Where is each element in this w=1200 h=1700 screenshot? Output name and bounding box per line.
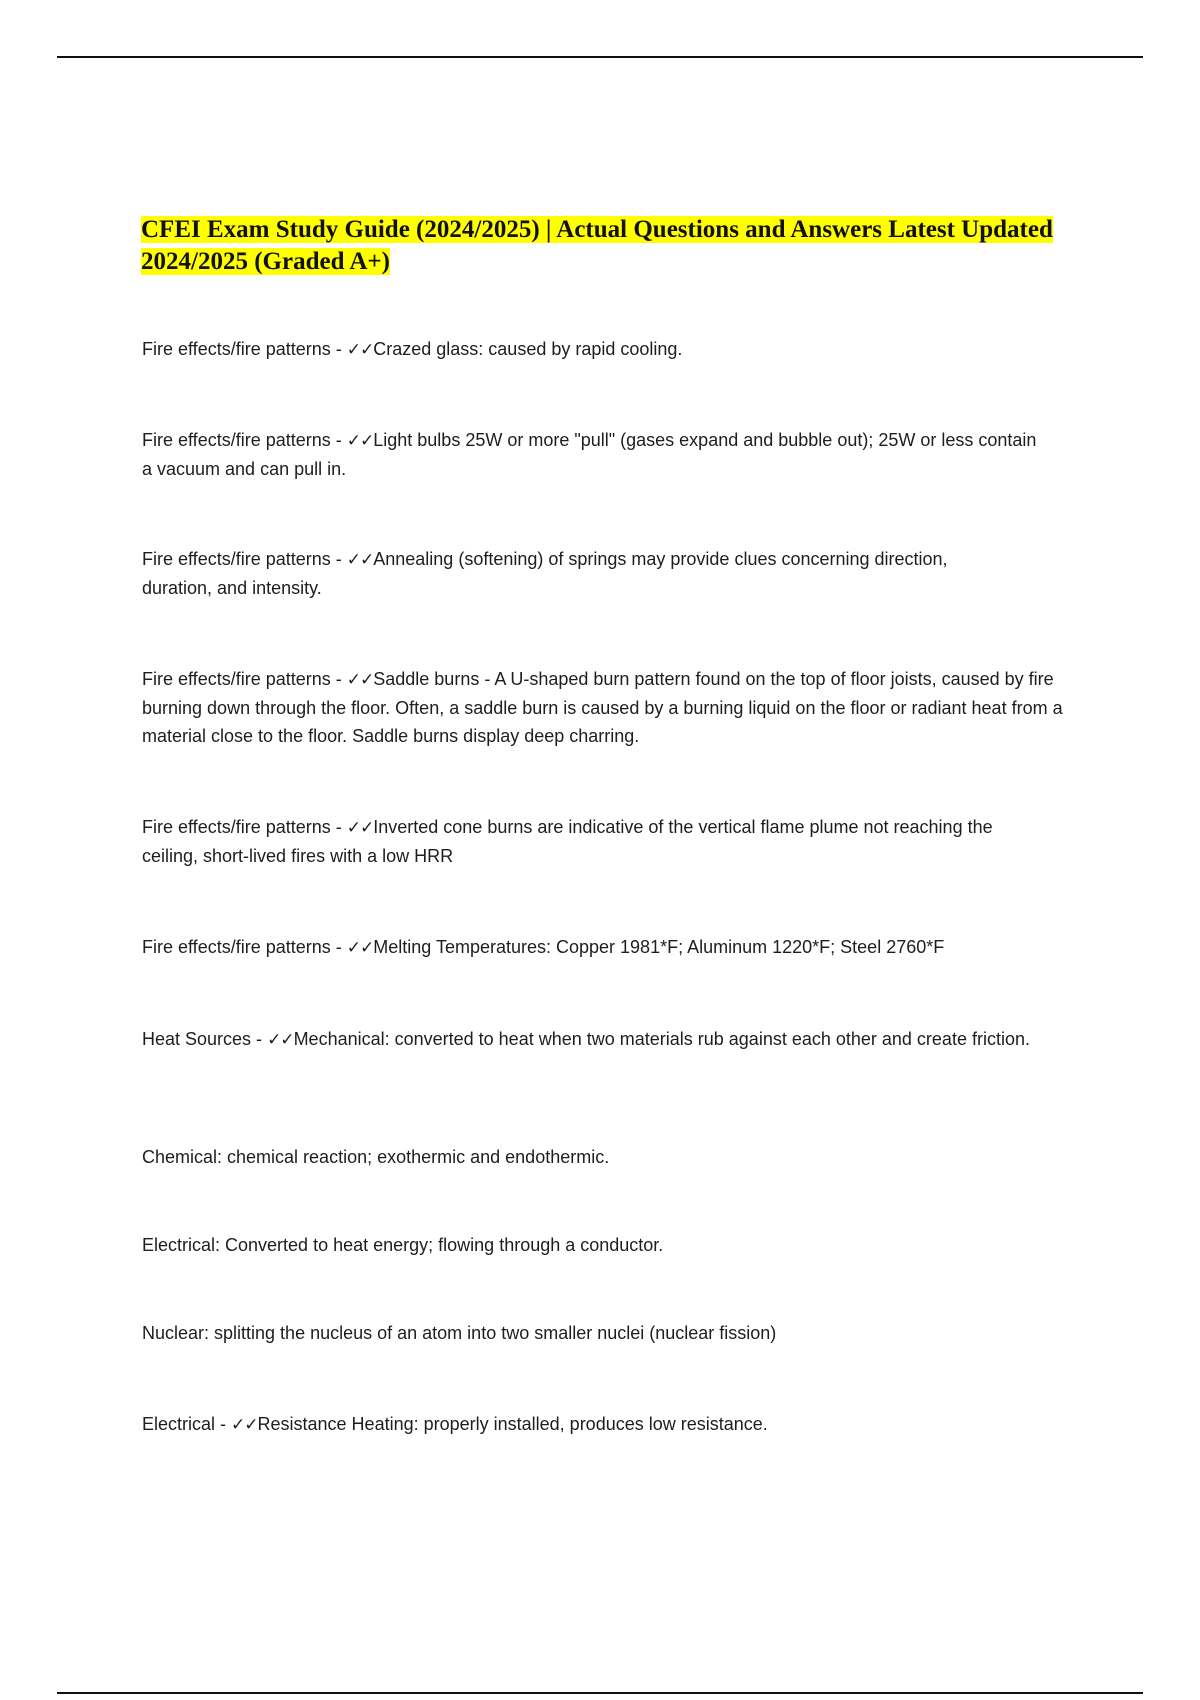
entry-definition: Resistance Heating: properly installed, produces low resistance. xyxy=(257,1414,768,1434)
entry-definition: Annealing (softening) of springs may provide clues concerning direction, duration, and intensity. xyxy=(142,549,948,598)
document-title xyxy=(141,214,1071,278)
study-entry xyxy=(142,813,1022,870)
check-icon: ✓✓ xyxy=(346,550,374,570)
check-icon: ✓✓ xyxy=(346,340,374,360)
entry-definition: Inverted cone burns are indicative of the vertical flame plume not reaching the ceiling, short-lived fires with a low HRR xyxy=(142,817,993,866)
entry-term: Fire effects/fire patterns - xyxy=(142,430,347,450)
check-icon: ✓✓ xyxy=(267,1030,294,1050)
entry-term: Heat Sources - xyxy=(142,1029,268,1049)
entry-definition: Crazed glass: caused by rapid cooling. xyxy=(373,339,683,359)
entry-definition: Mechanical: converted to heat when two materials rub against each other and create friction. xyxy=(293,1029,1030,1049)
check-icon: ✓✓ xyxy=(346,818,374,838)
continuation-line: Electrical: Converted to heat energy; flowing through a conductor. xyxy=(142,1235,664,1255)
entry-term: Electrical - xyxy=(142,1414,232,1434)
entry-term: Fire effects/fire patterns - xyxy=(142,549,347,569)
entry-definition: Saddle burns - A U-shaped burn pattern found on the top of floor joists, caused by fire burning down through the floor. Often, a saddle burn is caused by a burning liquid on the floor or radiant heat from a material close to the floor. Saddle burns display deep charring. xyxy=(142,669,1063,746)
entry-term: Fire effects/fire patterns - xyxy=(142,937,347,957)
continuation-line: Nuclear: splitting the nucleus of an atom into two smaller nuclei (nuclear fission) xyxy=(142,1323,777,1343)
entry-definition: Melting Temperatures: Copper 1981*F; Aluminum 1220*F; Steel 2760*F xyxy=(373,937,945,957)
entry-term: Fire effects/fire patterns - xyxy=(142,339,347,359)
title-highlight: CFEI Exam Study Guide (2024/2025) | Actual Questions and Answers Latest Updated 2024/2025 (Graded A+) xyxy=(141,216,1053,275)
study-entry xyxy=(142,335,1042,364)
footer-rule xyxy=(57,1692,1143,1694)
study-entry xyxy=(142,665,1067,750)
study-entry xyxy=(142,426,1042,483)
entry-term: Fire effects/fire patterns - xyxy=(142,817,347,837)
check-icon: ✓✓ xyxy=(346,431,374,451)
check-icon: ✓✓ xyxy=(231,1415,258,1435)
study-entry xyxy=(142,1025,1042,1054)
study-entry xyxy=(142,545,1022,602)
entry-definition: Light bulbs 25W or more "pull" (gases expand and bubble out); 25W or less contain a vacuum and can pull in. xyxy=(142,430,1037,479)
study-entry xyxy=(142,1410,1062,1439)
check-icon: ✓✓ xyxy=(346,938,374,958)
check-icon: ✓✓ xyxy=(346,670,374,690)
entry-term: Fire effects/fire patterns - xyxy=(142,669,347,689)
study-entry xyxy=(142,933,1102,962)
continuation-line: Chemical: chemical reaction; exothermic and endothermic. xyxy=(142,1147,610,1167)
header-rule xyxy=(57,56,1143,58)
